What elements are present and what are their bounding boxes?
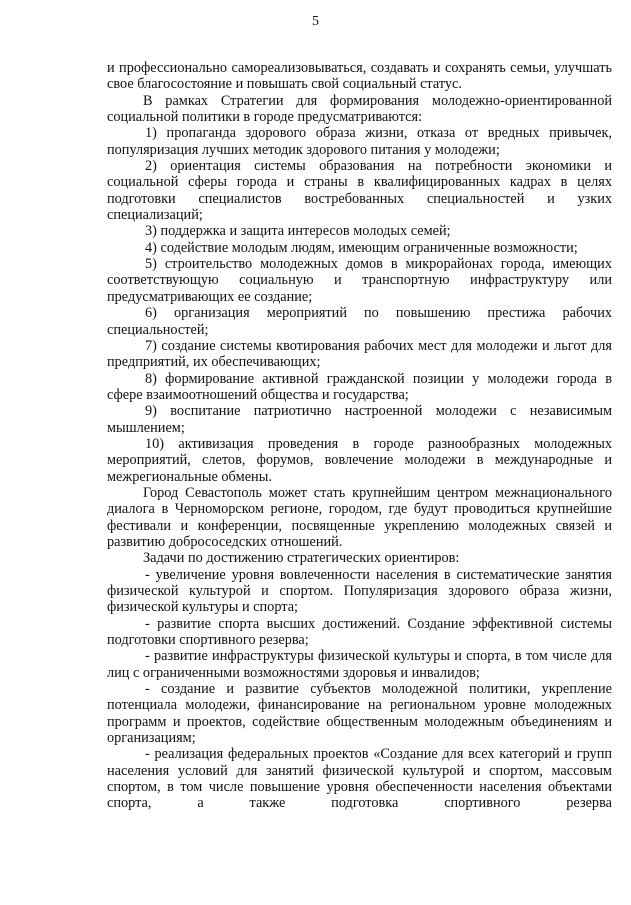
- page-number: 5: [312, 14, 319, 29]
- task-item-1: - увеличение уровня вовлеченности населения в систематические занятия физической культурой и спортом. Популяризация здорового образа жизни, физической культуры и спорта;: [107, 566, 612, 616]
- list-item-8: 8) формирование активной гражданской позиции у молодежи города в сфере взаимоотношений общества и государства;: [107, 370, 612, 403]
- list-item-10: 10) активизация проведения в городе разнообразных молодежных мероприятий, слетов, форумов, вовлечение молодежи в международные и межрегиональные обмены.: [107, 435, 612, 485]
- task-item-5: - реализация федеральных проектов «Создание для всех категорий и групп населения условий для занятий физической культурой и спортом, массовым спортом, в том числе повышение уровня обеспеченности населения объектами спорта, а также подготовка спортивного резерва: [107, 746, 612, 812]
- list-item-5: 5) строительство молодежных домов в микрорайонах города, имеющих соответствующую социальную и транспортную инфраструктуру или предусматривающих ее создание;: [107, 256, 612, 305]
- task-item-3: - развитие инфраструктуры физической культуры и спорта, в том числе для лиц с ограниченными возможностями здоровья и инвалидов;: [107, 648, 612, 681]
- list-item-6: 6) организация мероприятий по повышению престижа рабочих специальностей;: [107, 305, 612, 338]
- list-item-3: 3) поддержка и защита интересов молодых семей;: [145, 223, 451, 240]
- paragraph-continuation: и профессионально самореализовываться, создавать и сохранять семьи, улучшать свое благосостояние и повышать свой социальный статус.: [107, 60, 612, 93]
- paragraph-strategy-intro: В рамках Стратегии для формирования молодежно-ориентированной социальной политики в городе предусматриваются:: [107, 92, 612, 126]
- task-item-4: - создание и развитие субъектов молодежной политики, укрепление потенциала молодежи, финансирование на региональном уровне молодежных программ и проектов, содействие общественным молодежным объединениям и организациям;: [107, 681, 612, 747]
- paragraph-sevastopol: Город Севастополь может стать крупнейшим центром межнационального диалога в Черноморском регионе, городом, где будут проводиться крупнейшие фестивали и конференции, посвященные укреплению молодежных связей и развитию добрососедских отношений.: [107, 484, 612, 550]
- list-item-4: 4) содействие молодым людям, имеющим ограниченные возможности;: [145, 239, 578, 256]
- body-text: [107, 60, 612, 812]
- list-item-1: 1) пропаганда здорового образа жизни, отказа от вредных привычек, популяризация лучших методик здорового питания у молодежи;: [107, 125, 612, 158]
- task-item-2: - развитие спорта высших достижений. Создание эффективной системы подготовки спортивного резерва;: [107, 615, 612, 649]
- list-item-2: 2) ориентация системы образования на потребности экономики и социальной сферы города и страны в квалифицированных кадрах в целях подготовки специалистов востребованных специальностей и узких специализаций;: [107, 158, 612, 224]
- list-item-9: 9) воспитание патриотично настроенной молодежи с независимым мышлением;: [107, 403, 612, 436]
- paragraph-tasks-heading: Задачи по достижению стратегических ориентиров:: [143, 550, 460, 567]
- list-item-7: 7) создание системы квотирования рабочих мест для молодежи и льгот для предприятий, их обеспечивающих;: [107, 337, 612, 371]
